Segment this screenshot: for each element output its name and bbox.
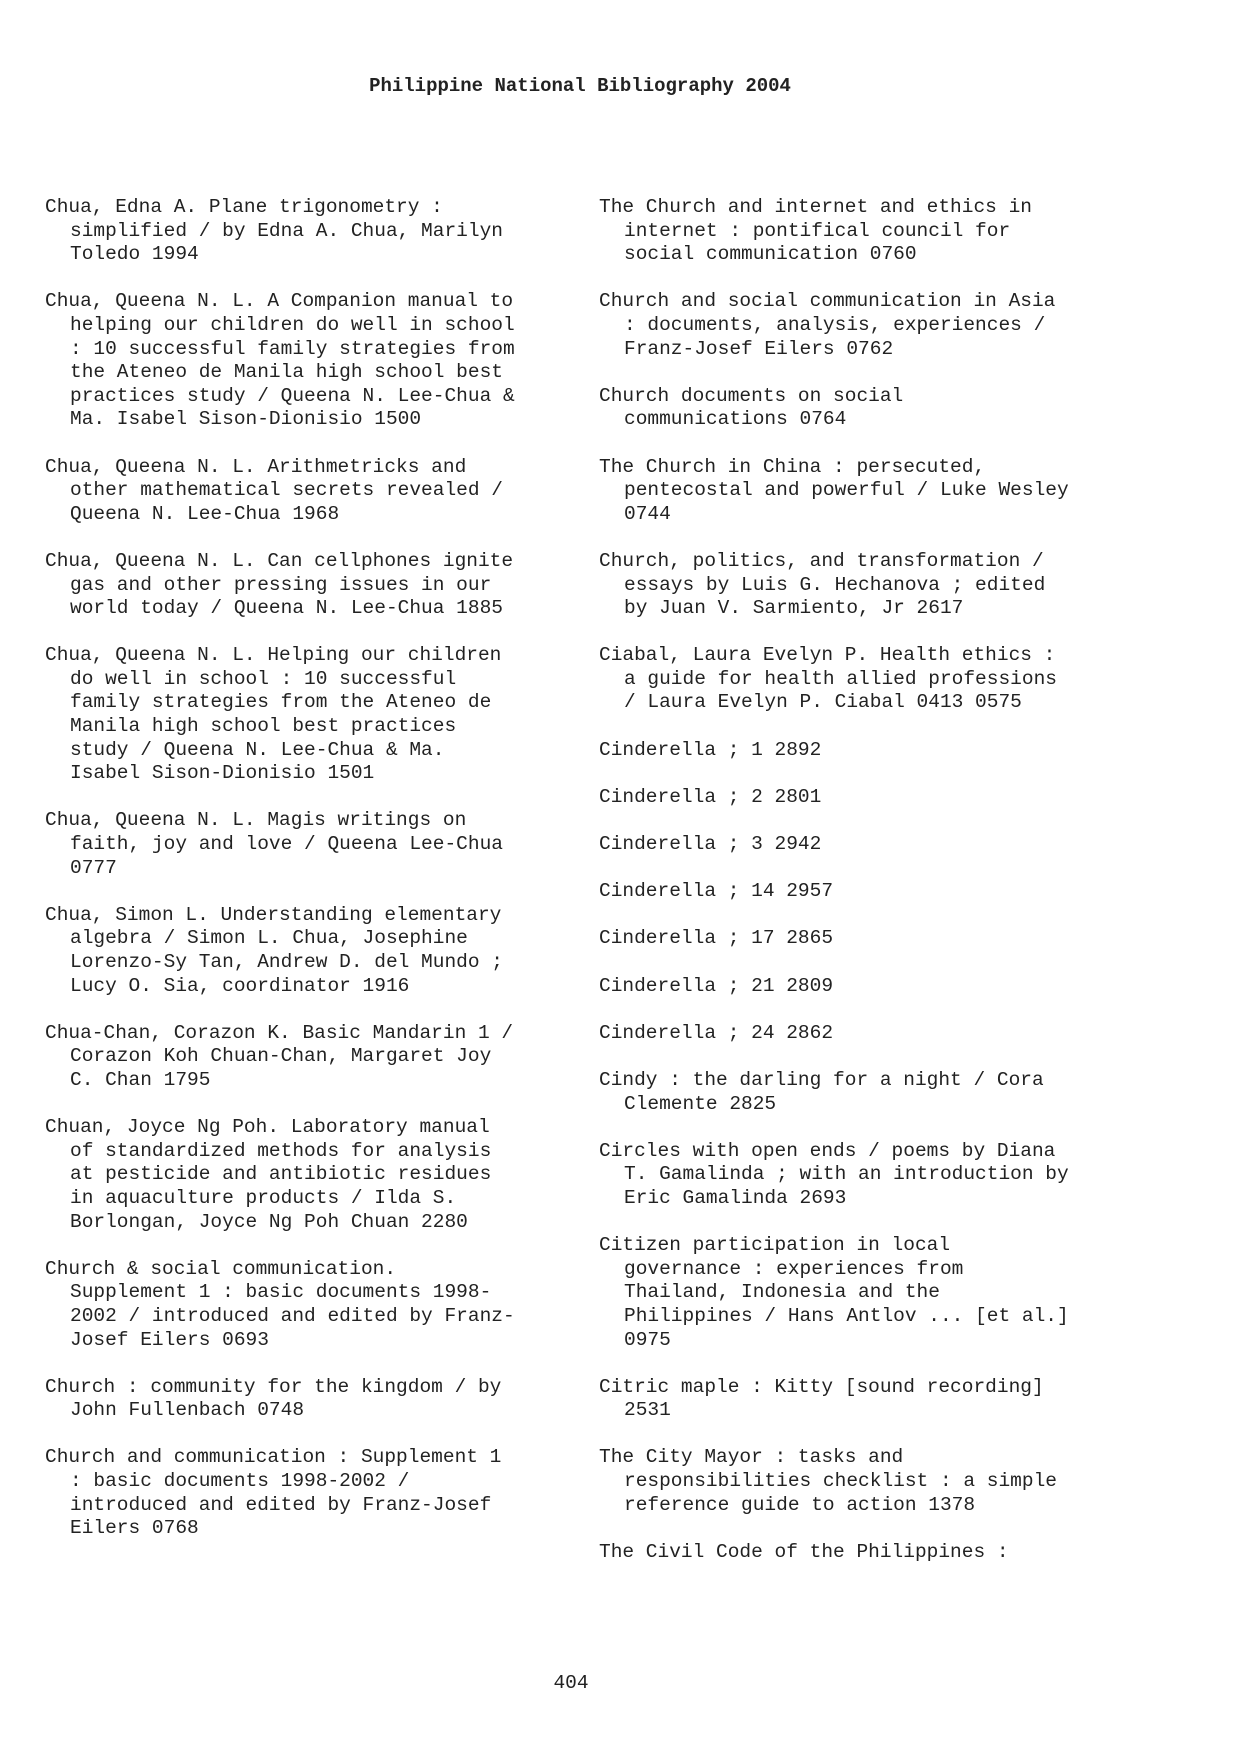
bibliography-entry: Cinderella ; 2 2801: [599, 785, 822, 808]
bibliography-entry: The Civil Code of the Philippines :: [599, 1540, 1009, 1563]
bibliography-entry: Church & social communication. Supplement 1 : basic documents 1998- 2002 / introduced and edited by Franz- Josef Eilers 0693: [45, 1257, 515, 1351]
bibliography-entry: Chua, Queena N. L. Helping our children do well in school : 10 successful family strategies from the Ateneo de Manila high school best practices study / Queena N. Lee-Chua & Ma. Isabel Sison-Dionisio 1501: [45, 644, 502, 785]
bibliography-entry: Cinderella ; 1 2892: [599, 738, 822, 761]
bibliography-entry: Church documents on social communications 0764: [599, 384, 904, 431]
bibliography-entry: Chua, Queena N. L. Arithmetricks and other mathematical secrets revealed / Queena N. Lee-Chua 1968: [45, 455, 503, 525]
bibliography-entry: Cinderella ; 3 2942: [599, 833, 822, 856]
bibliography-entry: Church, politics, and transformation / essays by Luis G. Hechanova ; edited by Juan V. Sarmiento, Jr 2617: [599, 549, 1046, 620]
bibliography-entry: Church : community for the kingdom / by John Fullenbach 0748: [45, 1375, 502, 1422]
bibliography-entry: The Church in China : persecuted, pentecostal and powerful / Luke Wesley 0744: [599, 455, 1069, 525]
bibliography-entry: Chua-Chan, Corazon K. Basic Mandarin 1 / Corazon Koh Chuan-Chan, Margaret Joy C. Chan 1795: [45, 1021, 514, 1091]
page-number: 404: [553, 1672, 589, 1694]
bibliography-entry: Cindy : the darling for a night / Cora Clemente 2825: [599, 1068, 1044, 1115]
bibliography-entry: Citric maple : Kitty [sound recording] 2531: [599, 1375, 1044, 1422]
bibliography-entry: Chuan, Joyce Ng Poh. Laboratory manual of standardized methods for analysis at pesticide and antibiotic residues in aquaculture products / Ilda S. Borlongan, Joyce Ng Poh Chuan 2280: [45, 1116, 492, 1233]
left-column: [45, 196, 565, 1564]
right-column: [599, 196, 1119, 1588]
bibliography-entry: Cinderella ; 24 2862: [599, 1021, 834, 1044]
bibliography-entry: The City Mayor : tasks and responsibilities checklist : a simple reference guide to action 1378: [599, 1446, 1057, 1516]
bibliography-entry: Circles with open ends / poems by Diana T. Gamalinda ; with an introduction by Eric Gamalinda 2693: [599, 1139, 1069, 1209]
bibliography-entry: Cinderella ; 17 2865: [599, 927, 834, 950]
bibliography-entry: Citizen participation in local governance : experiences from Thailand, Indonesia and the Philippines / Hans Antlov ... [et al.] 0975: [599, 1234, 1069, 1351]
bibliography-entry: Chua, Queena N. L. A Companion manual to helping our children do well in school : 10 successful family strategies from the Ateneo de Manila high school best practices study / Queena N. Lee-Chua & Ma. Isabel Sison-Dionisio 1500: [45, 290, 515, 431]
bibliography-entry: The Church and internet and ethics in internet : pontifical council for social communication 0760: [599, 196, 1032, 266]
bibliography-entry: Church and communication : Supplement 1 : basic documents 1998-2002 / introduced and edited by Franz-Josef Eilers 0768: [45, 1446, 502, 1540]
bibliography-entry: Ciabal, Laura Evelyn P. Health ethics : a guide for health allied professions / Laura Evelyn P. Ciabal 0413 0575: [599, 644, 1057, 714]
bibliography-entry: Chua, Edna A. Plane trigonometry : simplified / by Edna A. Chua, Marilyn Toledo 1994: [45, 196, 503, 266]
bibliography-entry: Chua, Queena N. L. Can cellphones ignite gas and other pressing issues in our world today / Queena N. Lee-Chua 1885: [45, 549, 514, 620]
bibliography-entry: Chua, Simon L. Understanding elementary algebra / Simon L. Chua, Josephine Lorenzo-Sy Tan, Andrew D. del Mundo ; Lucy O. Sia, coordinator 1916: [45, 903, 503, 997]
bibliography-entry: Chua, Queena N. L. Magis writings on faith, joy and love / Queena Lee-Chua 0777: [45, 809, 503, 879]
bibliography-entry: Cinderella ; 14 2957: [599, 880, 834, 903]
bibliography-entry: Cinderella ; 21 2809: [599, 974, 834, 997]
page-title: Philippine National Bibliography 2004: [369, 75, 791, 97]
bibliography-entry: Church and social communication in Asia : documents, analysis, experiences / Franz-Josef Eilers 0762: [599, 290, 1056, 360]
